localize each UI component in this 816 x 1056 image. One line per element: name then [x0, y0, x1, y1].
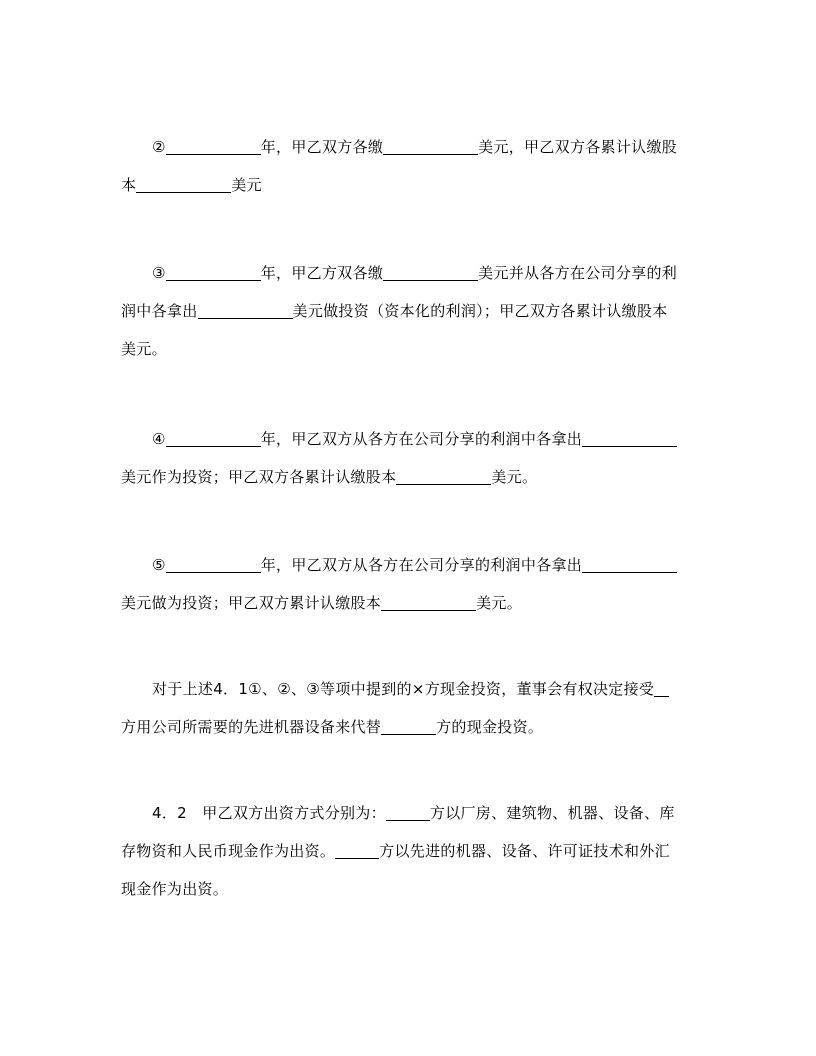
fill-blank [383, 264, 478, 281]
text: 年，甲乙双方各缴 [260, 138, 384, 156]
text: 美元。 [476, 594, 523, 612]
fill-blank [381, 594, 476, 611]
text-line [121, 128, 701, 166]
text: 方的现金投资。 [436, 718, 544, 736]
text-line [121, 420, 701, 458]
item-marker: ③ [152, 264, 166, 282]
text-line [121, 708, 701, 746]
text: 方以厂房、建筑物、机器、设备、库 [429, 804, 675, 822]
fill-blank [381, 718, 436, 735]
text: 对于上述4．1①、②、③等项中提到的×方现金投资，董事会有权决定接受 [152, 680, 655, 698]
fill-blank [582, 556, 677, 573]
text-line [121, 254, 701, 292]
fill-blank [198, 302, 293, 319]
fill-blank [136, 176, 231, 193]
paragraph-section-4-2 [121, 794, 701, 908]
text-line [121, 794, 701, 832]
fill-blank [396, 468, 491, 485]
fill-blank [335, 842, 379, 859]
text-line [121, 166, 701, 204]
fill-blank [166, 264, 261, 281]
text: 美元，甲乙双方各累计认缴股 [478, 138, 678, 156]
text: 本 [121, 176, 137, 194]
text-line [121, 670, 701, 708]
text-line [121, 584, 701, 622]
text: 美元并从各方在公司分享的利 [478, 264, 678, 282]
text-line [121, 292, 701, 330]
text: 年，甲乙双方从各方在公司分享的利润中各拿出 [260, 430, 583, 448]
text-line [121, 832, 701, 870]
fill-blank [654, 680, 669, 697]
fill-blank [166, 138, 261, 155]
text: 方用公司所需要的先进机器设备来代替 [121, 718, 382, 736]
fill-blank [166, 556, 261, 573]
text: 方以先进的机器、设备、许可证技术和外汇 [379, 842, 670, 860]
fill-blank [166, 430, 261, 447]
item-marker: ④ [152, 430, 166, 448]
text-line [121, 546, 701, 584]
fill-blank [383, 138, 478, 155]
text: 4．2 甲乙双方出资方式分别为： [152, 804, 386, 822]
text: 美元 [231, 176, 262, 194]
paragraph-item-2 [121, 128, 701, 204]
text: 美元作为投资；甲乙双方各累计认缴股本 [121, 468, 397, 486]
item-marker: ② [152, 138, 166, 156]
text: 年，甲乙方双各缴 [260, 264, 384, 282]
fill-blank [582, 430, 677, 447]
paragraph-item-5 [121, 546, 701, 622]
text: 美元做为投资；甲乙双方累计认缴股本 [121, 594, 382, 612]
text-line [121, 870, 701, 908]
item-marker: ⑤ [152, 556, 166, 574]
paragraph-item-3 [121, 254, 701, 368]
fill-blank [386, 804, 430, 821]
text: 美元。 [491, 468, 538, 486]
text: 存物资和人民币现金作为出资。 [121, 842, 336, 860]
paragraph-cash-investment [121, 670, 701, 746]
paragraph-item-4 [121, 420, 701, 496]
text: 美元。 [121, 340, 167, 358]
text-line [121, 458, 701, 496]
text-line [121, 330, 701, 368]
text: 润中各拿出 [121, 302, 198, 320]
text: 年，甲乙双方从各方在公司分享的利润中各拿出 [260, 556, 583, 574]
text: 现金作为出资。 [121, 880, 229, 898]
text: 美元做投资（资本化的利润）；甲乙双方各累计认缴股本 [292, 302, 668, 320]
